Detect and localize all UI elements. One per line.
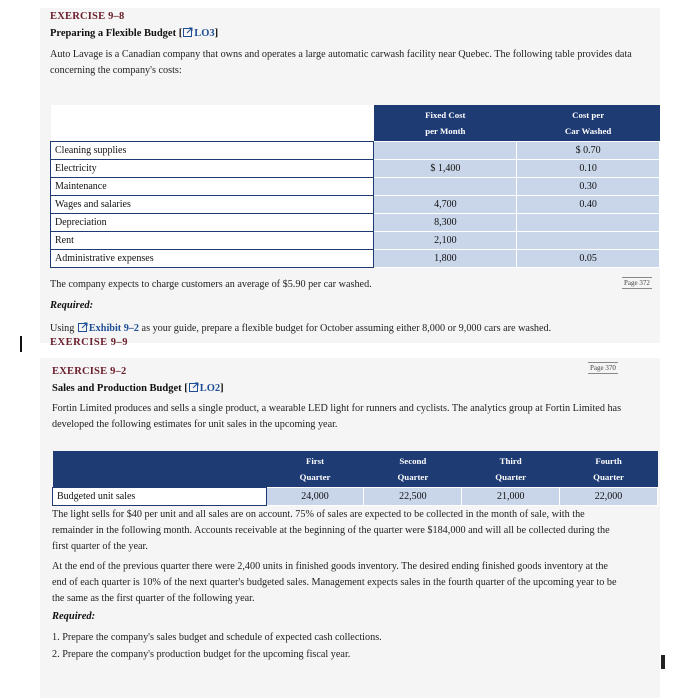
heading-close: ] <box>220 383 224 394</box>
external-link-icon[interactable] <box>78 322 88 332</box>
task-prefix: Using <box>50 323 75 334</box>
table-header-row <box>51 105 660 142</box>
per-car-cell: 0.40 <box>517 196 660 214</box>
row-label: Cleaning supplies <box>51 142 374 160</box>
per-car-cell <box>517 214 660 232</box>
q3-value: 21,000 <box>462 488 560 506</box>
header-blank <box>51 105 374 142</box>
required-label: Required: <box>52 611 96 622</box>
task-2: 2. Prepare the company's production budget for the upcoming fiscal year. <box>52 649 351 660</box>
exercise-intro: Auto Lavage is a Canadian company that owns and operates a large automatic carwash facility near Quebec. The following table provides data concerning the company's costs: <box>50 49 632 76</box>
fixed-cost-cell: 8,300 <box>374 214 517 232</box>
heading-text: Sales and Production Budget [ <box>52 383 188 394</box>
table-row <box>53 488 658 506</box>
row-label: Maintenance <box>51 178 374 196</box>
table-row <box>51 250 660 268</box>
exercise-number: EXERCISE 9–2 <box>52 366 127 377</box>
exercise-intro: Fortin Limited produces and sells a single product, a wearable LED light for runners and cyclists. The analytics group at Fortin Limited has developed the following estimates for unit sales in the upcoming year. <box>52 403 622 430</box>
fixed-cost-cell <box>374 142 517 160</box>
cost-table <box>50 105 660 268</box>
per-car-cell: 0.05 <box>517 250 660 268</box>
q4-line2: Quarter <box>593 472 624 482</box>
page-marker: Page 370 <box>590 364 616 372</box>
row-label: Administrative expenses <box>51 250 374 268</box>
external-link-icon[interactable] <box>189 382 199 392</box>
fixed-cost-cell: $ 1,400 <box>374 160 517 178</box>
scroll-marker <box>661 655 665 669</box>
header-car-line1: Cost per <box>572 110 605 120</box>
row-label: Budgeted unit sales <box>53 488 267 506</box>
per-car-cell: 0.30 <box>517 178 660 196</box>
q4-line1: Fourth <box>595 456 622 466</box>
fixed-cost-cell: 2,100 <box>374 232 517 250</box>
q1-value: 24,000 <box>266 488 364 506</box>
table-row <box>51 178 660 196</box>
table-row <box>51 160 660 178</box>
header-blank <box>53 451 267 488</box>
task-1: 1. Prepare the company's sales budget and schedule of expected cash collections. <box>52 632 382 643</box>
q3-line2: Quarter <box>495 472 527 482</box>
row-label: Depreciation <box>51 214 374 232</box>
external-link-icon[interactable] <box>183 27 193 37</box>
learning-objective-link[interactable]: LO3 <box>194 28 215 39</box>
q3-line1: Third <box>499 456 522 466</box>
paragraph-1: The light sells for $40 per unit and all sales are on account. 75% of sales are expected to be collected in the month of sale, with the remainder in the following month. Accounts receivable at the beginning of the quarter were $184,000 and will all be collected during the first quarter of the year. <box>52 509 610 552</box>
per-car-cell <box>517 232 660 250</box>
header-q4 <box>560 451 658 488</box>
table-row <box>51 196 660 214</box>
q1-line1: First <box>305 456 325 466</box>
header-q3 <box>462 451 560 488</box>
required-label: Required: <box>50 300 94 311</box>
row-label: Rent <box>51 232 374 250</box>
header-cost-per-car <box>517 105 660 142</box>
q2-line2: Quarter <box>397 472 429 482</box>
fixed-cost-cell: 1,800 <box>374 250 517 268</box>
sales-table <box>52 451 658 506</box>
q2-value: 22,500 <box>364 488 462 506</box>
table-row <box>51 142 660 160</box>
q2-line1: Second <box>399 456 427 466</box>
q4-value: 22,000 <box>560 488 658 506</box>
fixed-cost-cell: 4,700 <box>374 196 517 214</box>
text-cursor <box>20 336 22 352</box>
heading-close: ] <box>214 28 219 39</box>
clipped-heading <box>50 337 130 350</box>
fixed-cost-cell <box>374 178 517 196</box>
header-car-line2: Car Washed <box>564 126 612 136</box>
row-label: Electricity <box>51 160 374 178</box>
learning-objective-link[interactable]: LO2 <box>199 383 221 394</box>
exercise-number: EXERCISE 9–8 <box>50 11 125 22</box>
header-q2 <box>364 451 462 488</box>
exercise-heading <box>52 382 224 394</box>
task-suffix: as your guide, prepare a flexible budget for October assuming either 8,000 or 9,000 cars are washed. <box>141 323 552 334</box>
page-marker: Page 372 <box>624 279 650 287</box>
header-fixed-cost <box>374 105 517 142</box>
table-header-row <box>53 451 658 488</box>
exercise-heading <box>50 27 218 39</box>
task-text <box>50 321 551 337</box>
header-fixed-line2: per Month <box>425 126 466 136</box>
header-q1 <box>266 451 364 488</box>
price-note: The company expects to charge customers an average of $5.90 per car washed. <box>50 279 372 290</box>
paragraph-2: At the end of the previous quarter there were 2,400 units in finished goods inventory. The desired ending finished goods inventory at the end of each quarter is 10% of the next quarter's budgeted sales. Management expects sales in the fourth quarter of the upcoming year to be the same as the first quarter of the following year. <box>52 561 617 604</box>
heading-text: Preparing a Flexible Budget [ <box>50 28 183 39</box>
header-fixed-line1: Fixed Cost <box>425 110 466 120</box>
per-car-cell: 0.10 <box>517 160 660 178</box>
row-label: Wages and salaries <box>51 196 374 214</box>
table-row <box>51 214 660 232</box>
exhibit-link[interactable]: Exhibit 9–2 <box>88 323 139 334</box>
clipped-heading-text: EXERCISE 9–9 <box>50 337 129 348</box>
table-row <box>51 232 660 250</box>
per-car-cell: $ 0.70 <box>517 142 660 160</box>
q1-line2: Quarter <box>299 472 331 482</box>
